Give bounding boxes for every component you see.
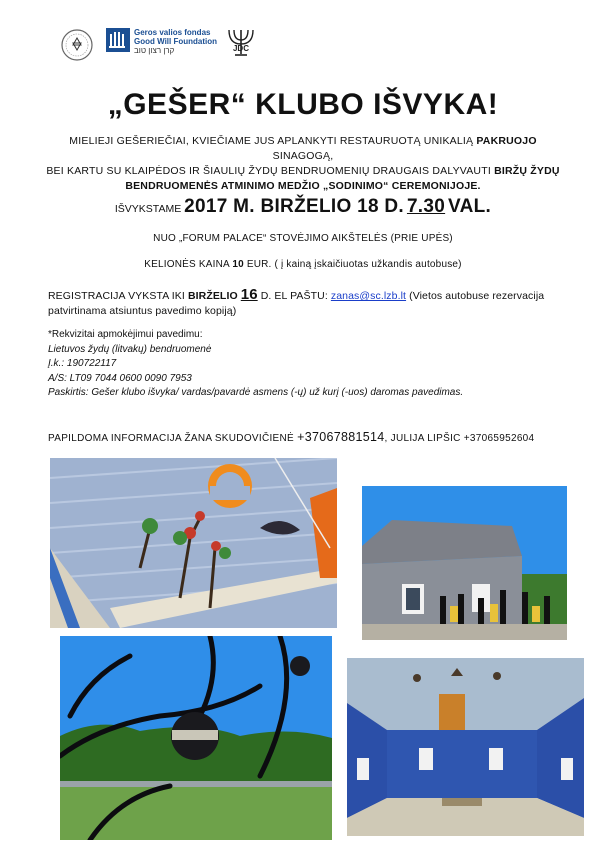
goodwill-line1: Geros valios fondas	[134, 28, 211, 37]
registration-info	[48, 287, 568, 319]
payment-requisites	[48, 328, 568, 401]
price-suffix: EUR. ( į kainą įskaičiuotas užkandis autobuse)	[246, 259, 462, 270]
intro-paragraph	[40, 134, 566, 194]
departure-location: NUO „FORUM PALACE“ STOVĖJIMO AIKŠTELĖS (PRIE UPĖS)	[153, 233, 453, 244]
intro-birzu: BIRŽŲ ŽYDŲ	[494, 165, 560, 177]
contact-phone-1: +37067881514	[297, 430, 385, 444]
jdc-menorah-logo	[224, 26, 258, 60]
intro-line1-end: SINAGOGĄ,	[272, 150, 334, 162]
photo-synagogue-exterior	[362, 486, 567, 640]
registration-day: 16	[240, 286, 258, 303]
trip-price	[0, 259, 606, 270]
intro-line3: BENDRUOMENĖS ATMINIMO MEDŽIO „SODINIMO“ CEREMONIJOJE.	[125, 180, 481, 192]
goodwill-line2: Good Will Foundation	[134, 37, 218, 46]
page-title: „GEŠER“ KLUBO IŠVYKA!	[107, 88, 499, 121]
departure-time: 7.30	[406, 196, 446, 217]
departure-prefix: IŠVYKSTAME	[114, 203, 182, 215]
goodwill-hebrew: קרן רצון טוב	[134, 46, 175, 55]
intro-line1: MIELIEJI GEŠERIEČIAI, KVIEČIAME JUS APLANKYTI RESTAURUOTĄ UNIKALIĄ	[69, 135, 474, 147]
requisites-account: A/S: LT09 7044 0600 0090 7953	[48, 372, 192, 384]
registration-month: BIRŽELIO	[187, 290, 238, 302]
logo-bar	[60, 22, 260, 66]
requisites-org: Lietuvos žydų (litvakų) bendruomenė	[48, 343, 212, 355]
photo-menorah-sculpture	[60, 636, 332, 840]
registration-mid: D. EL PAŠTU:	[260, 290, 328, 302]
requisites-purpose: Paskirtis: Gešer klubo išvyka/ vardas/pavardė asmens (-ų) už kurį (-uos) daromas pavedimas.	[48, 387, 464, 399]
requisites-code: Į.k.: 190722117	[48, 358, 117, 370]
registration-prefix: REGISTRACIJA VYKSTA IKI	[48, 290, 185, 302]
intro-pakruojo: PAKRUOJO	[476, 135, 537, 147]
departure-suffix: VAL.	[448, 196, 492, 217]
jdc-text: JDC	[232, 44, 250, 53]
intro-line2: BEI KARTU SU KLAIPĖDOS IR ŠIAULIŲ ŽYDŲ BENDRUOMENIŲ DRAUGAIS DALYVAUTI	[46, 165, 491, 177]
photo-synagogue-interior	[347, 658, 584, 836]
contact-prefix: PAPILDOMA INFORMACIJA ŽANA SKUDOVIČIENĖ	[48, 433, 295, 444]
contact-phone-2: +37065952604	[463, 433, 535, 444]
photo-painted-ceiling	[50, 458, 337, 628]
departure-line	[0, 196, 606, 218]
goodwill-foundation-text	[134, 28, 217, 55]
goodwill-foundation-icon	[106, 28, 130, 52]
contact-info	[48, 430, 588, 444]
lzb-seal-logo	[60, 28, 94, 62]
departure-date: 2017 M. BIRŽELIO 18 D.	[184, 196, 405, 217]
price-amount: 10	[232, 259, 244, 270]
requisites-heading: *Rekvizitai apmokėjimui pavedimu:	[48, 329, 203, 340]
registration-suffix: (Vietos autobuse rezervacija patvirtinama atsiuntus pavedimo kopiją)	[48, 290, 545, 317]
registration-email-link[interactable]: zanas@sc.lzb.lt	[330, 290, 407, 302]
price-prefix: KELIONĖS KAINA	[144, 259, 230, 270]
contact-mid: , JULIJA LIPŠIC	[384, 433, 461, 444]
